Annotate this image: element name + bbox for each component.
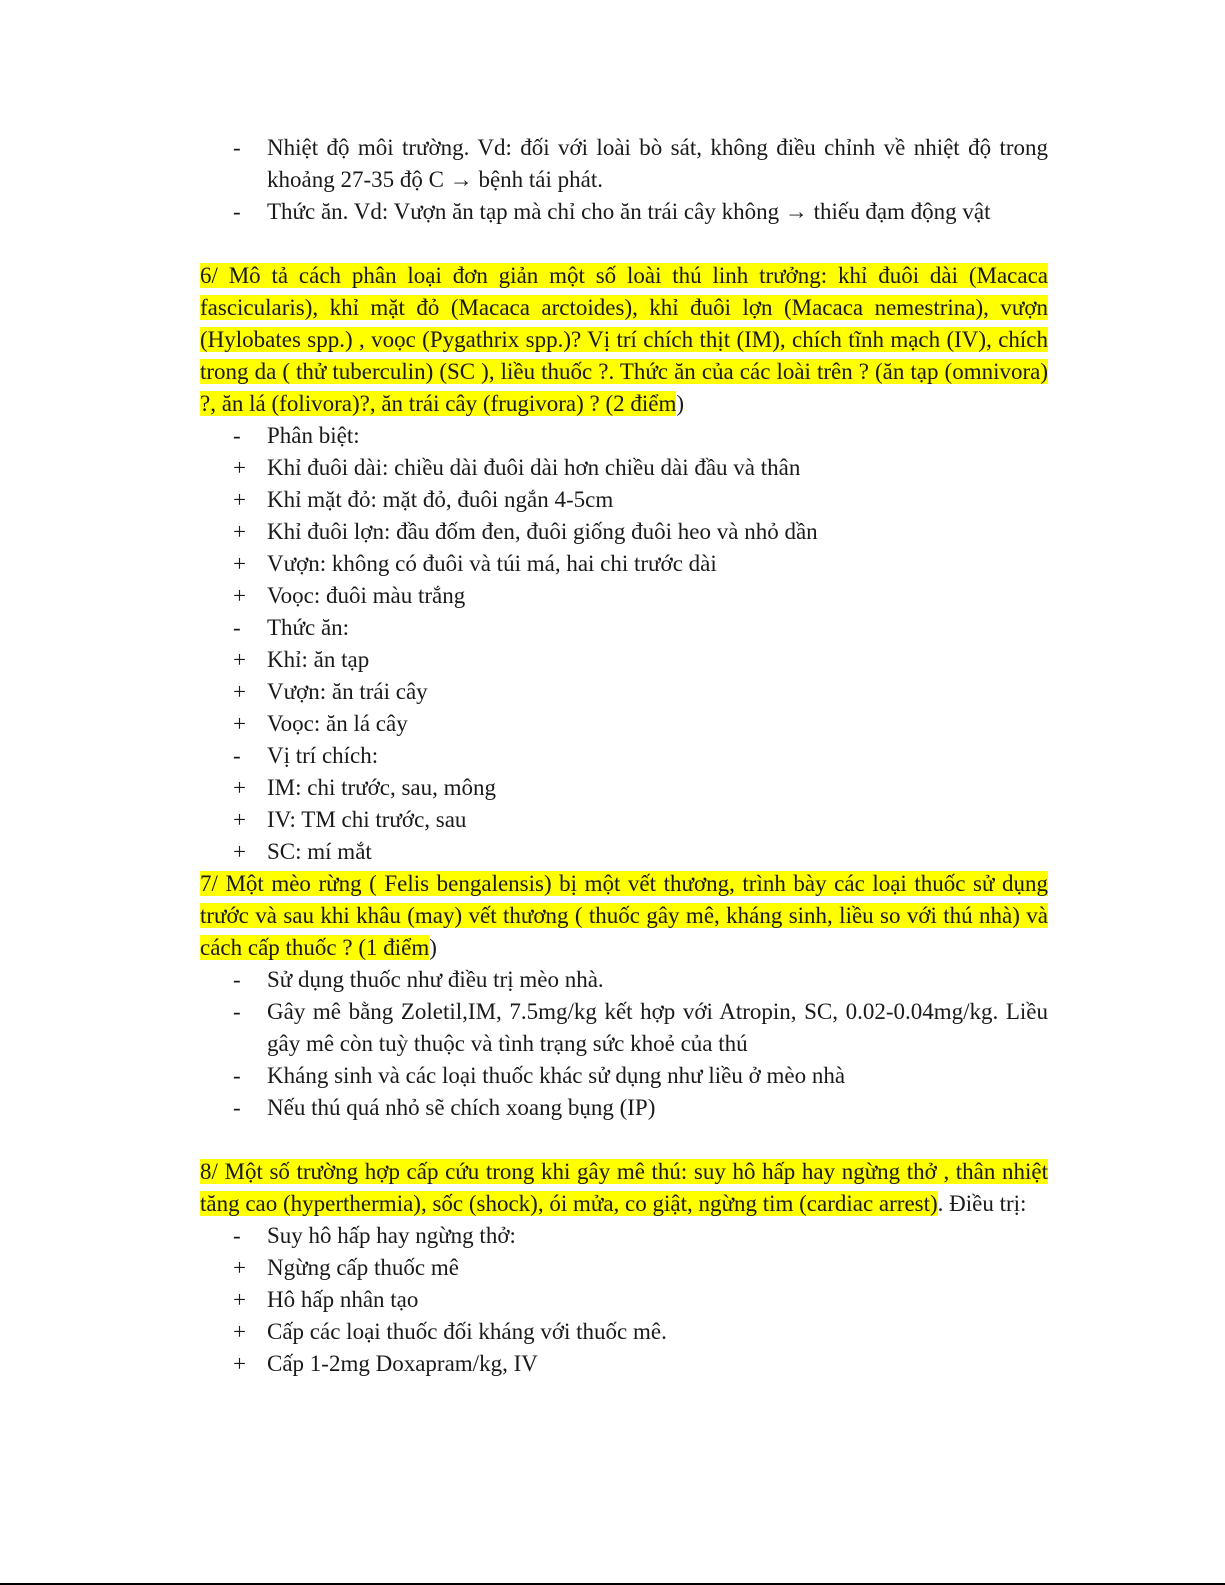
question-paragraph bbox=[200, 1156, 1048, 1220]
list-marker: + bbox=[233, 1255, 246, 1280]
list-item-text: Vị trí chích: bbox=[267, 743, 379, 768]
plus-list-item bbox=[200, 836, 1048, 868]
question-tail: . bbox=[937, 1191, 944, 1216]
plus-list-item bbox=[200, 804, 1048, 836]
list-item-text: Voọc: đuôi màu trắng bbox=[267, 583, 466, 608]
list-item-text: Vượn: không có đuôi và túi má, hai chi trước dài bbox=[267, 551, 717, 576]
question-tail: ) bbox=[429, 935, 437, 960]
highlighted-question-text: 7/ Một mèo rừng ( Felis bengalensis) bị một vết thương, trình bày các loại thuốc sử dụng trước và sau khi khâu (may) vết thương ( thuốc gây mê, kháng sinh, liều so với thú nhà) và cách cấp thuốc ? (1 điểm bbox=[200, 871, 1048, 960]
list-marker: + bbox=[233, 1319, 246, 1344]
list-marker: - bbox=[233, 135, 241, 160]
list-item-text: Cấp 1-2mg Doxapram/kg, IV bbox=[267, 1351, 538, 1376]
list-item-text: SC: mí mắt bbox=[267, 839, 372, 864]
plus-list-item bbox=[200, 1348, 1048, 1380]
blank-line bbox=[200, 1124, 1048, 1156]
highlighted-question-text: 8/ Một số trường hợp cấp cứu trong khi gây mê thú: suy hô hấp hay ngừng thở , thân nhiệt tăng cao (hyperthermia), sốc (shock), ói mửa, co giật, ngừng tim (cardiac arrest) bbox=[200, 1159, 1048, 1216]
plus-list-item bbox=[200, 676, 1048, 708]
list-marker: - bbox=[233, 1223, 241, 1248]
list-marker: - bbox=[233, 743, 241, 768]
list-item-text: Khỉ đuôi dài: chiều dài đuôi dài hơn chiều dài đầu và thân bbox=[267, 455, 801, 480]
list-item-text: Phân biệt: bbox=[267, 423, 360, 448]
plus-list-item bbox=[200, 548, 1048, 580]
list-item-text: Kháng sinh và các loại thuốc khác sử dụng như liều ở mèo nhà bbox=[267, 1063, 846, 1088]
plus-list-item bbox=[200, 516, 1048, 548]
plus-list-item bbox=[200, 1252, 1048, 1284]
treatment-label: Điều trị: bbox=[949, 1191, 1027, 1216]
list-marker: + bbox=[233, 647, 246, 672]
dash-list-item bbox=[200, 612, 1048, 644]
list-marker: + bbox=[233, 1351, 246, 1376]
dash-list-item bbox=[200, 132, 1048, 196]
plus-list-item bbox=[200, 772, 1048, 804]
plus-list-item bbox=[200, 1284, 1048, 1316]
blank-line bbox=[200, 228, 1048, 260]
list-marker: - bbox=[233, 999, 241, 1024]
plus-list-item bbox=[200, 580, 1048, 612]
list-item-text: Thức ăn: bbox=[267, 615, 350, 640]
list-marker: + bbox=[233, 775, 246, 800]
list-marker: + bbox=[233, 455, 246, 480]
dash-list-item bbox=[200, 996, 1048, 1060]
list-item-text: Khỉ mặt đỏ: mặt đỏ, đuôi ngắn 4-5cm bbox=[267, 487, 614, 512]
list-marker: + bbox=[233, 679, 246, 704]
document-page bbox=[200, 132, 1048, 1380]
list-marker: - bbox=[233, 1095, 241, 1120]
list-item-text: Khỉ: ăn tạp bbox=[267, 647, 370, 672]
list-item-text: Hô hấp nhân tạo bbox=[267, 1287, 419, 1312]
list-marker: + bbox=[233, 839, 246, 864]
list-item-text: Nếu thú quá nhỏ sẽ chích xoang bụng (IP) bbox=[267, 1095, 656, 1120]
list-marker: + bbox=[233, 711, 246, 736]
list-item-text: Cấp các loại thuốc đối kháng với thuốc mê. bbox=[267, 1319, 667, 1344]
question-paragraph bbox=[200, 260, 1048, 420]
dash-list-item bbox=[200, 964, 1048, 996]
dash-list-item bbox=[200, 1092, 1048, 1124]
list-marker: - bbox=[233, 967, 241, 992]
list-item-text: IV: TM chi trước, sau bbox=[267, 807, 467, 832]
dash-list-item bbox=[200, 740, 1048, 772]
list-marker: - bbox=[233, 423, 241, 448]
list-marker: + bbox=[233, 807, 246, 832]
plus-list-item bbox=[200, 708, 1048, 740]
list-item-text: Gây mê bằng Zoletil,IM, 7.5mg/kg kết hợp với Atropin, SC, 0.02-0.04mg/kg. Liều gây mê còn tuỳ thuộc và tình trạng sức khoẻ của thú bbox=[267, 999, 1048, 1056]
list-marker: + bbox=[233, 583, 246, 608]
dash-list-item bbox=[200, 420, 1048, 452]
list-item-text: Sử dụng thuốc như điều trị mèo nhà. bbox=[267, 967, 604, 992]
list-item-text: Suy hô hấp hay ngừng thở: bbox=[267, 1223, 516, 1248]
dash-list-item bbox=[200, 1220, 1048, 1252]
dash-list-item bbox=[200, 1060, 1048, 1092]
question-tail: ) bbox=[676, 391, 685, 416]
list-marker: + bbox=[233, 551, 246, 576]
list-item-text: Voọc: ăn lá cây bbox=[267, 711, 408, 736]
plus-list-item bbox=[200, 484, 1048, 516]
plus-list-item bbox=[200, 1316, 1048, 1348]
question-paragraph bbox=[200, 868, 1048, 964]
list-marker: + bbox=[233, 519, 246, 544]
list-item-text: Nhiệt độ môi trường. Vd: đối với loài bò sát, không điều chỉnh về nhiệt độ trong khoảng 27-35 độ C → bệnh tái phát. bbox=[267, 135, 1048, 192]
list-item-text: Khỉ đuôi lợn: đầu đốm đen, đuôi giống đuôi heo và nhỏ dần bbox=[267, 519, 818, 544]
list-item-text: Vượn: ăn trái cây bbox=[267, 679, 428, 704]
dash-list-item bbox=[200, 196, 1048, 228]
highlighted-question-text: 6/ Mô tả cách phân loại đơn giản một số loài thú linh trưởng: khỉ đuôi dài (Macaca fascicularis), khỉ mặt đỏ (Macaca arctoides), khỉ đuôi lợn (Macaca nemestrina), vượn (Hylobates spp.) , voọc (Pygathrix spp.)? Vị trí chích thịt (IM), chích tĩnh mạch (IV), chích trong da ( thử tuberculin) (SC ), liều thuốc ?. Thức ăn của các loài trên ? (ăn tạp (omnivora) ?, ăn lá (folivora)?, ăn trái cây (frugivora) ? (2 điểm bbox=[200, 263, 1048, 416]
list-marker: - bbox=[233, 1063, 241, 1088]
list-marker: - bbox=[233, 615, 241, 640]
list-item-text: Ngừng cấp thuốc mê bbox=[267, 1255, 459, 1280]
list-marker: + bbox=[233, 1287, 246, 1312]
list-marker: + bbox=[233, 487, 246, 512]
plus-list-item bbox=[200, 452, 1048, 484]
list-marker: - bbox=[233, 199, 241, 224]
list-item-text: Thức ăn. Vd: Vượn ăn tạp mà chỉ cho ăn trái cây không → thiếu đạm động vật bbox=[267, 199, 991, 224]
list-item-text: IM: chi trước, sau, mông bbox=[267, 775, 497, 800]
plus-list-item bbox=[200, 644, 1048, 676]
